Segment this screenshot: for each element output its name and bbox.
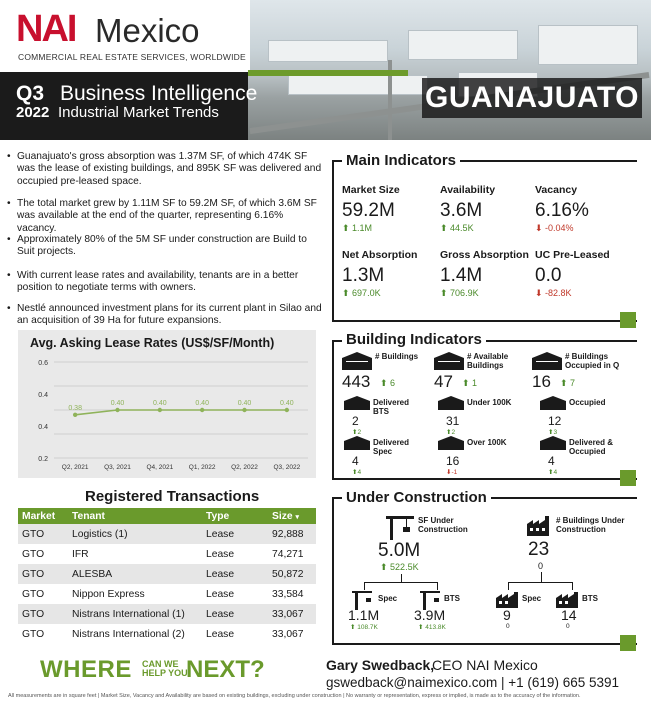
- col-size-label: Size: [272, 510, 293, 522]
- col-type[interactable]: Type: [202, 508, 268, 524]
- warehouse-occupied-icon: [532, 352, 562, 370]
- main-indicators-title: Main Indicators: [342, 152, 460, 169]
- x-tick-label: Q4, 2021: [146, 464, 174, 471]
- building-sub-change-text: 2: [357, 429, 362, 436]
- data-label: 0.40: [110, 400, 125, 407]
- cell-size: 33,067: [268, 604, 316, 624]
- building-sub-icon: [540, 436, 566, 450]
- contact-details[interactable]: gswedback@naimexico.com | +1 (619) 665 5391: [326, 675, 619, 690]
- availability-value: 3.6M: [440, 200, 483, 221]
- data-label: 0.40: [280, 400, 294, 407]
- transactions-title: Registered Transactions: [85, 488, 260, 505]
- main-panel-corner: [620, 312, 636, 328]
- building-sub-icon: [540, 396, 566, 410]
- vacancy-change-text: -0.04%: [545, 223, 574, 233]
- data-point: [73, 413, 77, 417]
- slogan-help-you: HELP YOU: [142, 668, 188, 678]
- factory-icon: [527, 516, 553, 536]
- sf-under-construction-change: ⬆ 522.5K: [380, 562, 419, 572]
- building-top-change: [560, 378, 575, 389]
- cell-size: 33,067: [272, 628, 304, 640]
- warehouse-icon: [342, 352, 372, 370]
- x-tick-label: Q3, 2021: [104, 464, 131, 471]
- cell-type: Lease: [206, 548, 235, 560]
- arrow-down-icon: ⬇: [535, 223, 546, 233]
- tree-line: [572, 582, 573, 590]
- bts-sf-value: 3.9M: [414, 607, 446, 623]
- building-top-change-text: 6: [390, 378, 396, 388]
- table-row[interactable]: [18, 524, 316, 544]
- y-tick-label: 0.4: [38, 392, 48, 399]
- x-tick-label: Q2, 2022: [231, 464, 258, 471]
- contact-name: Gary Swedback,: [326, 657, 435, 673]
- uc-pre-leased-change-text: -82.8K: [545, 288, 572, 298]
- col-tenant[interactable]: Tenant: [68, 508, 202, 524]
- data-point: [158, 408, 162, 412]
- building-sub-value: 2: [352, 414, 359, 428]
- data-label: 0.38: [68, 404, 82, 412]
- table-row[interactable]: [18, 624, 316, 644]
- tree-line: [508, 582, 572, 583]
- cell-size: 74,271: [272, 548, 304, 560]
- building-sub-icon: [344, 396, 370, 410]
- x-tick-label: Q3, 2022: [273, 464, 301, 471]
- cell-tenant: Nistrans International (2): [72, 628, 185, 640]
- cell-type: Lease: [202, 524, 268, 544]
- cell-size: 50,872: [268, 564, 316, 584]
- report-title: Business Intelligence: [60, 82, 258, 105]
- uc-panel-corner: [620, 635, 636, 651]
- table-row[interactable]: [18, 584, 316, 604]
- tree-line: [437, 582, 438, 590]
- crane-icon: [386, 514, 414, 540]
- arrow-down-icon: ⬇: [446, 469, 452, 476]
- building-sub-value: 12: [548, 414, 562, 428]
- market-size-value: 59.2M: [342, 200, 395, 221]
- building-sub-icon: [344, 436, 370, 450]
- tree-line: [401, 574, 402, 582]
- buildings-uc-value: 23: [528, 539, 550, 560]
- building-top-label: # Buildings: [375, 352, 419, 361]
- arrow-up-icon: ⬆: [342, 223, 353, 233]
- sf-uc-change-text: 522.5K: [390, 562, 419, 572]
- main-panel-border-bottom: [332, 320, 637, 322]
- bullet-lease-rates: • With current lease rates and availability, tenants are in a better position to negotiate terms with owners.: [8, 270, 324, 295]
- series-line: [75, 410, 287, 415]
- main-panel-border-left: [332, 160, 334, 320]
- net-absorption-value: 1.3M: [342, 265, 385, 286]
- cell-tenant: Nippon Express: [72, 588, 145, 600]
- spec-buildings-label: Spec: [522, 594, 542, 603]
- availability-label: Availability: [440, 184, 496, 196]
- availability-change-text: 44.5K: [450, 223, 474, 233]
- vacancy-change: [535, 223, 574, 234]
- cell-type: Lease: [202, 564, 268, 584]
- x-tick-label: Q2, 2021: [61, 464, 89, 471]
- arrow-up-icon: ⬆: [548, 469, 554, 476]
- net-absorption-label: Net Absorption: [342, 249, 418, 261]
- cell-type: Lease: [206, 628, 235, 640]
- building-top-change: [462, 378, 477, 389]
- cell-tenant: IFR: [72, 548, 89, 560]
- building-top-change-text: 1: [472, 378, 478, 388]
- data-label: 0.40: [195, 400, 209, 407]
- building-sub-change-text: -1: [451, 469, 458, 476]
- logo-tagline: COMMERCIAL REAL ESTATE SERVICES, WORLDWIDE: [18, 52, 246, 62]
- chart-title: Avg. Asking Lease Rates (US$/SF/Month): [30, 336, 275, 350]
- cell-market: GTO: [18, 524, 68, 544]
- building-sub-icon: [438, 396, 464, 410]
- quarter-label: Q3: [16, 82, 45, 105]
- building-sub-change: [446, 468, 457, 476]
- uc-pre-leased-change: [535, 288, 572, 299]
- tree-line: [364, 582, 365, 590]
- arrow-up-icon: ⬆: [342, 288, 353, 298]
- building-sub-label: Delivered & Occupied: [569, 438, 614, 456]
- mexico-logo-text: Mexico: [95, 12, 200, 49]
- building-sub-label: Delivered BTS: [373, 398, 410, 416]
- uc-panel-border-bottom: [332, 643, 637, 645]
- market-size-change-text: 1.1M: [352, 223, 373, 233]
- bullet-nestle: • Nestlé announced investment plans for its current plant in Silao and an acquisition of 39 Ha for future expansions.: [8, 303, 324, 328]
- building-sub-label: Occupied: [569, 398, 606, 407]
- slogan-middle: [142, 660, 188, 678]
- building-sub-label: Over 100K: [467, 438, 507, 447]
- building-indicators-title: Building Indicators: [342, 331, 486, 348]
- availability-change: [440, 223, 474, 234]
- arrow-up-icon: ⬆: [560, 378, 571, 388]
- bts-buildings-change: 0: [566, 623, 570, 630]
- bts-sf-label: BTS: [444, 594, 460, 603]
- y-tick-label: 0.2: [38, 456, 48, 463]
- building-top-label: # Buildings Occupied in Q: [565, 352, 620, 370]
- tree-line: [364, 582, 437, 583]
- building-panel-border-bottom: [332, 478, 637, 480]
- cell-market: GTO: [18, 564, 68, 584]
- cell-tenant: Nistrans International (1): [68, 604, 202, 624]
- lease-rate-chart-plot: [18, 350, 316, 478]
- building-sub-value: 16: [446, 454, 460, 468]
- sf-under-construction-value: 5.0M: [378, 540, 421, 561]
- spec-buildings-change: 0: [506, 623, 510, 630]
- data-point: [200, 408, 204, 412]
- spec-sf-label: Spec: [378, 594, 398, 603]
- spec-sf-value: 1.1M: [348, 607, 380, 623]
- building-sub-value: 4: [548, 454, 555, 468]
- table-row[interactable]: [18, 544, 316, 564]
- slogan-where: WHERE: [40, 656, 132, 683]
- data-point: [242, 408, 246, 412]
- arrow-up-icon: ⬆: [440, 288, 451, 298]
- vacancy-value: 6.16%: [535, 200, 589, 221]
- warehouse-open-icon: [434, 352, 464, 370]
- sf-under-construction-label: SF Under Construction: [418, 516, 468, 534]
- building-sub-change: [548, 468, 557, 476]
- building-top-label: # Available Buildings: [467, 352, 509, 370]
- spec-sf-change: ⬆ 108.7K: [350, 624, 378, 631]
- region-title: GUANAJUATO: [422, 78, 642, 118]
- col-size[interactable]: [268, 508, 316, 524]
- table-header-row: [18, 508, 316, 524]
- building-sub-label: Under 100K: [467, 398, 512, 407]
- vacancy-label: Vacancy: [535, 184, 578, 196]
- cell-market: GTO: [22, 628, 45, 640]
- y-tick-label: 0.4: [38, 424, 48, 431]
- arrow-up-icon: ⬆: [440, 223, 451, 233]
- buildings-uc-label: # Buildings Under Construction: [556, 516, 625, 534]
- building-sub-change: [352, 428, 361, 436]
- bts-sf-change-text: 413.8K: [425, 624, 446, 631]
- data-label: 0.40: [237, 400, 252, 407]
- bts-sf-change: ⬆ 413.8K: [418, 624, 446, 631]
- transactions-table: [18, 508, 316, 644]
- uc-pre-leased-value: 0.0: [535, 265, 562, 286]
- building-top-value: 47: [434, 372, 453, 391]
- tree-line: [508, 582, 509, 590]
- uc-panel-border-left: [332, 497, 334, 645]
- uc-pre-leased-label: UC Pre-Leased: [535, 249, 610, 261]
- building-panel-border-left: [332, 340, 334, 480]
- slogan-next: NEXT?: [186, 656, 265, 683]
- bullet-market-growth: • The total market grew by 1.11M SF to 59.2M SF, of which 3.6M SF was available at the end of the quarter, representing 6.16% vacancy.: [8, 198, 324, 235]
- building-sub-change: [446, 428, 455, 436]
- tree-line: [541, 572, 542, 582]
- building-top-value: 443: [342, 372, 371, 391]
- building-sub-value: 31: [446, 414, 460, 428]
- building-sub-label: Delivered Spec: [373, 438, 410, 456]
- market-size-change: [342, 223, 372, 234]
- cell-market: GTO: [22, 588, 45, 600]
- cell-tenant: ALESBA: [68, 564, 202, 584]
- building-sub-change: [352, 468, 361, 476]
- sort-desc-icon: ▾: [295, 513, 299, 521]
- building-sub-change-text: 3: [553, 429, 558, 436]
- arrow-up-icon: ⬆: [380, 378, 391, 388]
- net-absorption-change-text: 697.0K: [352, 288, 381, 298]
- cell-type: Lease: [202, 604, 268, 624]
- building-panel-corner: [620, 470, 636, 486]
- building-sub-change-text: 4: [553, 469, 558, 476]
- slogan-can-we: CAN WE: [142, 659, 179, 669]
- building-sub-change-text: 4: [357, 469, 362, 476]
- report-subtitle: Industrial Market Trends: [58, 104, 219, 121]
- factory-spec-icon: [496, 592, 520, 608]
- building-sub-change: [548, 428, 557, 436]
- building-top-value: 16: [532, 372, 551, 391]
- y-tick-label: 0.6: [38, 360, 48, 367]
- spec-buildings-value: 9: [503, 607, 511, 623]
- year-label: 2022: [16, 104, 50, 121]
- building-sub-icon: [438, 436, 464, 450]
- accent-bar: [248, 70, 408, 76]
- market-size-label: Market Size: [342, 184, 400, 196]
- building-top-change-text: 7: [570, 378, 576, 388]
- data-point: [115, 408, 119, 412]
- spec-sf-change-text: 108.7K: [357, 624, 378, 631]
- building-sub-value: 4: [352, 454, 359, 468]
- cell-size: 92,888: [268, 524, 316, 544]
- table-row[interactable]: [18, 604, 316, 624]
- disclaimer: All measurements are in square feet | Market Size, Vacancy and Availability are based on existing buildings, excluding under construction | No warranty or representation, express or implied, is made as to the accuracy of the information.: [8, 693, 581, 699]
- arrow-down-icon: ⬇: [535, 288, 546, 298]
- cell-market: GTO: [22, 548, 45, 560]
- bullet-under-construction: • Approximately 80% of the 5M SF under construction are Build to Suit projects.: [8, 234, 324, 259]
- building-top-change: [380, 378, 395, 389]
- building-sub-change-text: 2: [451, 429, 456, 436]
- contact-role: CEO NAI Mexico: [432, 657, 538, 673]
- data-point: [285, 408, 289, 412]
- factory-bts-icon: [556, 592, 580, 608]
- bts-buildings-label: BTS: [582, 594, 598, 603]
- net-absorption-change: [342, 288, 381, 299]
- table-row[interactable]: [18, 564, 316, 584]
- gross-absorption-value: 1.4M: [440, 265, 483, 286]
- data-label: 0.40: [153, 400, 167, 407]
- gross-absorption-change: [440, 288, 479, 299]
- arrow-up-icon: ⬆: [352, 429, 358, 436]
- bts-buildings-value: 14: [561, 607, 577, 623]
- arrow-up-icon: ⬆: [462, 378, 473, 388]
- buildings-uc-change: 0: [538, 561, 544, 571]
- under-construction-title: Under Construction: [342, 489, 491, 506]
- cell-size: 33,584: [272, 588, 304, 600]
- arrow-up-icon: ⬆: [548, 429, 554, 436]
- nai-logo: NAI: [16, 8, 76, 50]
- cell-type: Lease: [206, 588, 235, 600]
- arrow-up-icon: ⬆: [352, 469, 358, 476]
- x-tick-label: Q1, 2022: [188, 464, 216, 471]
- arrow-up-icon: ⬆: [446, 429, 452, 436]
- cell-tenant: Logistics (1): [68, 524, 202, 544]
- bullet-gross-absorption: • Guanajuato's gross absorption was 1.37M SF, of which 474K SF was the lease of existing buildings, and 895K SF was delivered and occupied pre-leased space.: [8, 151, 324, 188]
- gross-absorption-label: Gross Absorption: [440, 249, 529, 261]
- gross-absorption-change-text: 706.9K: [450, 288, 479, 298]
- cell-market: GTO: [18, 604, 68, 624]
- col-market[interactable]: Market: [18, 508, 68, 524]
